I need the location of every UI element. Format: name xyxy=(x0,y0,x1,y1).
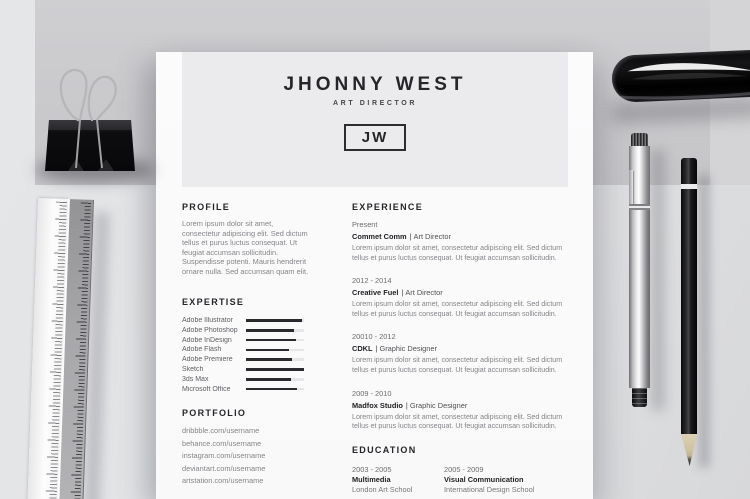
skill-row xyxy=(182,345,312,355)
skill-row xyxy=(182,365,312,375)
experience-separator: | xyxy=(401,288,404,298)
portfolio-link: dribbble.com/username xyxy=(182,425,260,435)
skill-bar-track xyxy=(246,358,304,361)
triangular-ruler-icon xyxy=(27,198,94,499)
experience-company: Madfox Studio xyxy=(352,400,403,410)
profile-heading: PROFILE xyxy=(182,202,231,212)
experience-role: Graphic Designer xyxy=(409,400,468,410)
silver-pen-icon xyxy=(629,133,650,409)
education-list xyxy=(352,464,566,495)
portfolio-link: deviantart.com/username xyxy=(182,463,266,473)
experience-list xyxy=(352,220,566,432)
experience-company: Commet Comm xyxy=(352,232,407,241)
experience-period: 2009 - 2010 xyxy=(352,388,392,398)
education-program: Visual Communication xyxy=(444,474,524,484)
experience-period: Present xyxy=(352,220,378,229)
skill-row xyxy=(182,316,312,326)
portfolio-link: behance.com/username xyxy=(182,438,262,448)
experience-company: Creative Fuel xyxy=(352,288,399,298)
black-marker-icon xyxy=(612,52,750,112)
education-period: 2003 - 2005 xyxy=(352,464,392,474)
skill-bar-track xyxy=(246,368,304,371)
education-school: International Design School xyxy=(444,484,535,494)
marker-body xyxy=(611,49,750,103)
experience-role: Art Director xyxy=(405,288,443,298)
pen-crown xyxy=(631,133,648,146)
skill-bar-fill xyxy=(246,378,291,381)
education-school: London Art School xyxy=(352,484,413,494)
education-period: 2005 - 2009 xyxy=(444,464,484,474)
candidate-name: JHONNY WEST xyxy=(283,74,467,95)
education-entry xyxy=(352,464,444,495)
skill-bar-track xyxy=(246,319,304,322)
experience-description: Lorem ipsum dolor sit amet, consectetur adipiscing elit. Sed dictum tellus et purus luctus consequat. Ut feugiat accumsan sollicitudin. xyxy=(352,300,563,318)
candidate-job-title: ART DIRECTOR xyxy=(333,100,417,107)
experience-title xyxy=(352,344,566,354)
skill-row xyxy=(182,325,312,335)
pen-grip xyxy=(632,388,647,407)
skill-bar-track xyxy=(246,329,304,332)
portfolio-link: artstation.com/username xyxy=(182,476,264,486)
resume-page xyxy=(156,52,593,499)
skill-label: Adobe InDesign xyxy=(182,336,232,344)
experience-period: 2012 - 2014 xyxy=(352,276,392,286)
experience-entry xyxy=(352,220,566,263)
experience-role: Art Director xyxy=(413,232,451,241)
experience-entry xyxy=(352,389,566,432)
left-column xyxy=(182,202,312,488)
portfolio-links xyxy=(182,425,312,488)
skill-label: Sketch xyxy=(182,365,204,373)
pen-barrel xyxy=(629,210,650,388)
skill-bar-fill xyxy=(246,358,292,361)
experience-description: Lorem ipsum dolor sit amet, consectetur adipiscing elit. Sed dictum tellus et purus luctus consequat. Ut feugiat accumsan sollicitudin. xyxy=(352,356,563,374)
education-entry xyxy=(444,464,566,495)
experience-period: 20010 - 2012 xyxy=(352,332,396,342)
experience-description: Lorem ipsum dolor sit amet, consectetur adipiscing elit. Sed dictum tellus et purus luctus consequat. Ut feugiat accumsan sollicitudin. xyxy=(352,244,563,262)
right-column xyxy=(352,202,566,495)
skill-bar-fill xyxy=(246,349,289,352)
binder-clip-icon xyxy=(40,62,140,174)
skill-bar-track xyxy=(246,349,304,352)
profile-text: Lorem ipsum dolor sit amet, consectetur adipiscing elit. Sed dictum tellus et purus luctus consequat. Ut feugiat accumsan sollicitudin. Suspendisse potenti. Mauris hendrerit ornare nulla. Sed accumsan quam elit. xyxy=(182,219,309,276)
experience-role: Graphic Designer xyxy=(379,344,437,354)
education-heading: EDUCATION xyxy=(352,444,417,455)
skill-bar-fill xyxy=(246,329,294,332)
portfolio-link: instagram.com/username xyxy=(182,451,266,461)
skill-bar-track xyxy=(246,378,304,381)
pencil-band xyxy=(681,184,697,189)
education-program: Multimedia xyxy=(352,474,391,484)
experience-separator: | xyxy=(409,232,412,241)
skill-label: Adobe Photoshop xyxy=(182,326,238,334)
skill-label: Adobe Flash xyxy=(182,346,222,354)
skill-bar-fill xyxy=(246,319,302,322)
expertise-heading: EXPERTISE xyxy=(182,296,245,307)
pencil-tip xyxy=(681,434,697,466)
skills-list xyxy=(182,316,312,394)
experience-heading: EXPERIENCE xyxy=(352,202,424,212)
resume-header xyxy=(182,52,568,187)
skill-bar-fill xyxy=(246,368,304,371)
pen-shadow xyxy=(652,150,664,410)
skill-row xyxy=(182,335,312,345)
skill-label: Adobe Illustrator xyxy=(182,316,233,324)
skill-bar-track xyxy=(246,388,304,391)
experience-title xyxy=(352,401,566,411)
black-pencil-icon xyxy=(681,158,697,466)
portfolio-heading: PORTFOLIO xyxy=(182,407,247,418)
skill-label: 3ds Max xyxy=(182,375,209,383)
skill-label: Adobe Premiere xyxy=(182,356,233,364)
experience-company: CDKL xyxy=(352,344,373,354)
pencil-body xyxy=(681,158,697,434)
skill-row xyxy=(182,384,312,394)
experience-description: Lorem ipsum dolor sit amet, consectetur adipiscing elit. Sed dictum tellus et purus luctus consequat. Ut feugiat accumsan sollicitudin. xyxy=(352,412,563,431)
experience-title xyxy=(352,232,566,242)
experience-separator: | xyxy=(405,400,408,410)
skill-bar-track xyxy=(246,339,304,342)
monogram-badge: JW xyxy=(344,124,406,151)
skill-row xyxy=(182,374,312,384)
skill-bar-fill xyxy=(246,388,297,391)
skill-bar-fill xyxy=(246,339,296,342)
experience-entry xyxy=(352,276,566,319)
experience-entry xyxy=(352,332,566,375)
experience-title xyxy=(352,288,566,298)
pencil-shadow xyxy=(699,175,709,467)
skill-label: Microsoft Office xyxy=(182,385,231,393)
experience-separator: | xyxy=(375,344,378,354)
skill-row xyxy=(182,355,312,365)
